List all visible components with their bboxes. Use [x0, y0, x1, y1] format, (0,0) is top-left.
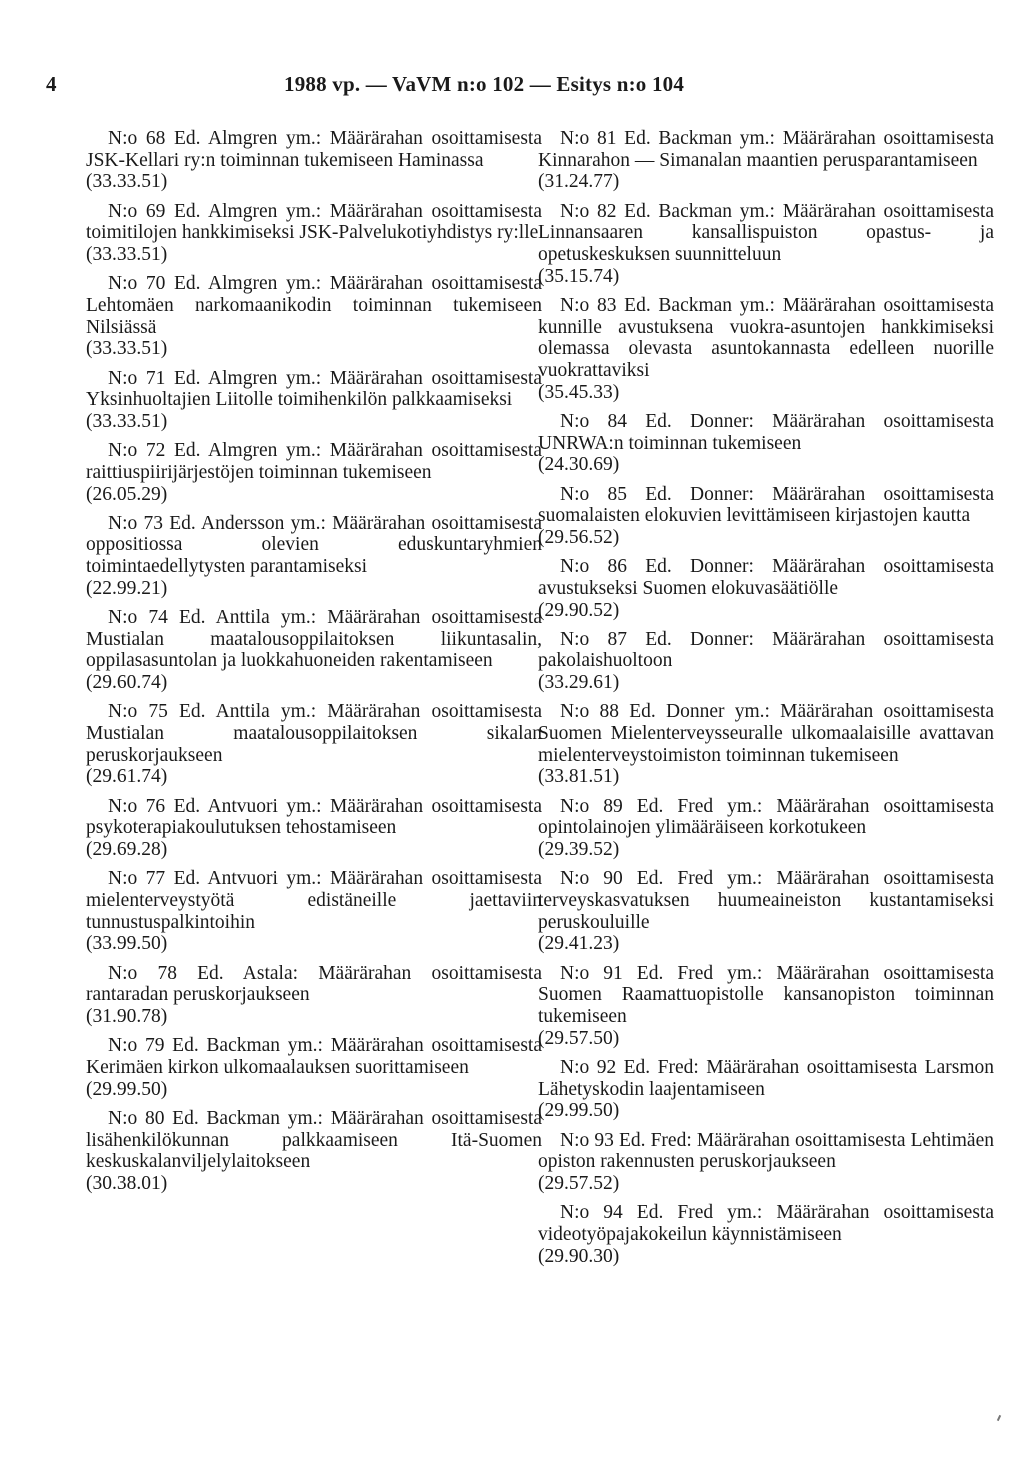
motion-entry	[538, 201, 994, 288]
budget-item-code: (29.90.52)	[538, 599, 620, 621]
motion-text: N:o 85 Ed. Donner: Määrärahan osoittamisesta suomalaisten elokuvien levittämiseen kirjastojen kautta	[538, 483, 994, 527]
motion-text: N:o 76 Ed. Antvuori ym.: Määrärahan osoittamisesta psykoterapiakoulutuksen tehostamiseen	[86, 795, 542, 839]
motion-text: N:o 86 Ed. Donner: Määrärahan osoittamisesta avustukseksi Suomen elokuvasäätiölle	[538, 556, 994, 599]
motion-entry	[86, 1108, 542, 1195]
motion-text: N:o 93 Ed. Fred: Määrärahan osoittamisesta Lehtimäen opiston rakennusten peruskorjaukseen	[538, 1129, 994, 1173]
motion-text: N:o 94 Ed. Fred ym.: Määrärahan osoittamisesta videotyöpajakokeilun käynnistämiseen	[538, 1202, 994, 1245]
motion-entry	[538, 796, 994, 861]
motion-entry	[86, 201, 542, 266]
motion-entry	[86, 1035, 542, 1100]
motion-text: N:o 81 Ed. Backman ym.: Määrärahan osoittamisesta Kinnarahon — Simanalan maantien perusparantamiseen	[538, 128, 994, 171]
budget-item-code: (29.90.30)	[538, 1245, 620, 1267]
motion-text: N:o 68 Ed. Almgren ym.: Määrärahan osoittamisesta JSK-Kellari ry:n toiminnan tukemiseen Haminassa	[86, 128, 542, 171]
motion-entry	[538, 411, 994, 476]
left-column	[86, 128, 542, 1202]
budget-item-code: (29.99.50)	[86, 1078, 168, 1100]
motion-text: N:o 80 Ed. Backman ym.: Määrärahan osoittamisesta lisähenkilökunnan palkkaamiseen Itä-Suomen keskuskalanviljelylaitokseen	[86, 1107, 542, 1173]
motion-text: N:o 91 Ed. Fred ym.: Määrärahan osoittamisesta Suomen Raamattuopistolle kansanopiston toiminnan tukemiseen	[538, 962, 994, 1028]
motion-entry	[86, 868, 542, 955]
budget-item-code: (33.33.51)	[86, 410, 168, 432]
motion-entry	[86, 607, 542, 694]
budget-item-code: (29.57.52)	[538, 1172, 620, 1194]
motion-entry	[538, 963, 994, 1050]
budget-item-code: (33.29.61)	[538, 672, 620, 694]
budget-item-code: (29.57.50)	[538, 1027, 620, 1049]
motion-text: N:o 89 Ed. Fred ym.: Määrärahan osoittamisesta opintolainojen ylimääräiseen korkotukeen	[538, 795, 994, 839]
motion-text: N:o 88 Ed. Donner ym.: Määrärahan osoittamisesta Suomen Mielenterveysseuralle ulkomaalaisille avattavan mielenterveystoimiston toiminnan tukemiseen	[538, 701, 994, 766]
motion-text: N:o 77 Ed. Antvuori ym.: Määrärahan osoittamisesta mielenterveystyötä edistäneille jaettaviin tunnustuspalkintoihin	[86, 868, 542, 933]
motion-text: N:o 84 Ed. Donner: Määrärahan osoittamisesta UNRWA:n toiminnan tukemiseen	[538, 410, 994, 454]
motion-entry	[538, 128, 994, 193]
budget-item-code: (31.24.77)	[538, 171, 620, 193]
budget-item-code: (31.90.78)	[86, 1006, 168, 1028]
budget-item-code: (29.99.50)	[538, 1100, 620, 1122]
motion-entry	[86, 440, 542, 505]
page-header	[46, 72, 986, 106]
budget-item-code: (26.05.29)	[86, 483, 168, 505]
motion-text: N:o 74 Ed. Anttila ym.: Määrärahan osoittamisesta Mustialan maatalousoppilaitoksen liikuntasalin, oppilasasuntolan ja luokkahuoneiden rakentamiseen	[86, 607, 542, 672]
motion-text: N:o 72 Ed. Almgren ym.: Määrärahan osoittamisesta raittiuspiirijärjestöjen toiminnan tukemiseen	[86, 440, 542, 483]
motion-entry	[86, 963, 542, 1028]
motion-entry	[538, 295, 994, 404]
motion-entry	[538, 868, 994, 955]
budget-item-code: (30.38.01)	[86, 1172, 168, 1194]
budget-item-code: (29.69.28)	[86, 839, 168, 861]
page-number: 4	[46, 72, 57, 96]
budget-item-code: (22.99.21)	[86, 577, 168, 599]
motion-text: N:o 69 Ed. Almgren ym.: Määrärahan osoittamisesta toimitilojen hankkimiseksi JSK-Palvelukotiyhdistys ry:lle	[86, 200, 542, 244]
motion-entry	[86, 368, 542, 433]
budget-item-code: (33.99.50)	[86, 933, 168, 955]
motion-text: N:o 87 Ed. Donner: Määrärahan osoittamisesta pakolaishuoltoon	[538, 628, 994, 672]
budget-item-code: (33.33.51)	[86, 171, 168, 193]
motion-text: N:o 75 Ed. Anttila ym.: Määrärahan osoittamisesta Mustialan maatalousoppilaitoksen sikalan peruskorjaukseen	[86, 701, 542, 766]
motion-entry	[86, 701, 542, 788]
budget-item-code: (33.33.51)	[86, 244, 168, 266]
motion-entry	[86, 796, 542, 861]
budget-item-code: (24.30.69)	[538, 454, 620, 476]
motion-text: N:o 82 Ed. Backman ym.: Määrärahan osoittamisesta Linnansaaren kansallispuiston opastus- ja opetuskeskuksen suunnitteluun	[538, 200, 994, 266]
budget-item-code: (33.33.51)	[86, 338, 168, 360]
motion-text: N:o 92 Ed. Fred: Määrärahan osoittamisesta Larsmon Lähetyskodin laajentamiseen	[538, 1056, 994, 1100]
running-head: 1988 vp. — VaVM n:o 102 — Esitys n:o 104	[284, 72, 685, 96]
motion-text: N:o 78 Ed. Astala: Määrärahan osoittamisesta rantaradan peruskorjaukseen	[86, 962, 542, 1006]
motion-text: N:o 71 Ed. Almgren ym.: Määrärahan osoittamisesta Yksinhuoltajien Liitolle toimihenkilön palkkaamiseksi	[86, 367, 542, 411]
motion-entry	[538, 1057, 994, 1122]
right-column	[538, 128, 994, 1275]
budget-item-code: (35.45.33)	[538, 381, 620, 403]
budget-item-code: (29.60.74)	[86, 672, 168, 694]
motion-entry	[86, 513, 542, 600]
budget-item-code: (29.39.52)	[538, 839, 620, 861]
motion-entry	[86, 128, 542, 193]
motion-entry	[86, 273, 542, 360]
motion-entry	[538, 1130, 994, 1195]
motion-entry	[538, 556, 994, 621]
motion-text: N:o 90 Ed. Fred ym.: Määrärahan osoittamisesta terveyskasvatuksen huumeaineiston kustantamiseksi peruskouluille	[538, 868, 994, 933]
motion-entry	[538, 1202, 994, 1267]
motion-entry	[538, 701, 994, 788]
budget-item-code: (29.56.52)	[538, 526, 620, 548]
budget-item-code: (33.81.51)	[538, 766, 620, 788]
motion-entry	[538, 629, 994, 694]
motion-text: N:o 73 Ed. Andersson ym.: Määrärahan osoittamisesta oppositiossa olevien eduskuntaryhmien toimintaedellytysten parantamiseksi	[86, 512, 542, 578]
budget-item-code: (29.61.74)	[86, 766, 168, 788]
motion-text: N:o 83 Ed. Backman ym.: Määrärahan osoittamisesta kunnille avustuksena vuokra-asuntojen hankkimiseksi olemassa olevasta asuntokannasta edelleen nuorille vuokrattaviksi	[538, 294, 994, 382]
budget-item-code: (35.15.74)	[538, 265, 620, 287]
stray-mark	[997, 1415, 1001, 1421]
motion-text: N:o 79 Ed. Backman ym.: Määrärahan osoittamisesta Kerimäen kirkon ulkomaalauksen suorittamiseen	[86, 1035, 542, 1078]
budget-item-code: (29.41.23)	[538, 933, 620, 955]
motion-text: N:o 70 Ed. Almgren ym.: Määrärahan osoittamisesta Lehtomäen narkomaanikodin toiminnan tukemiseen Nilsiässä	[86, 273, 542, 338]
motion-entry	[538, 484, 994, 549]
